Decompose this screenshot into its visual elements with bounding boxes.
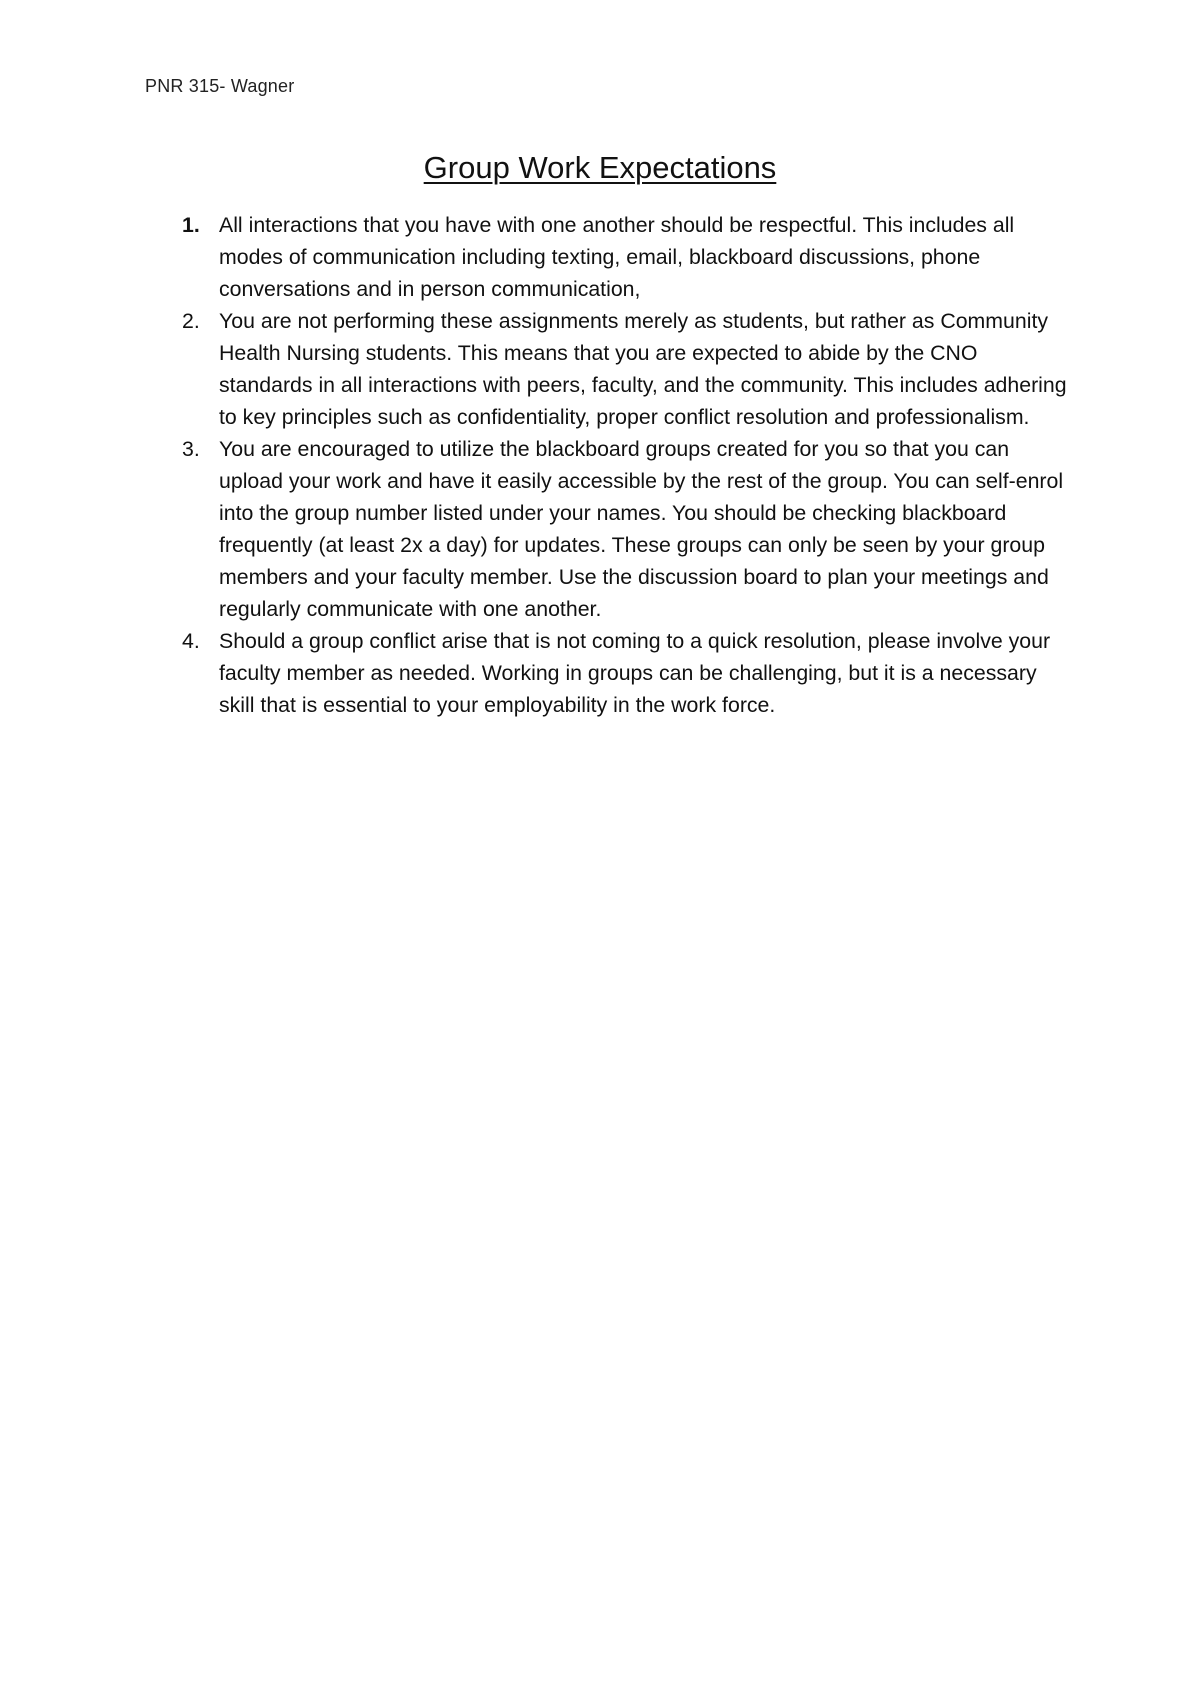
list-item-text: All interactions that you have with one another should be respectful. This includes all modes of communication including texting, email, blackboard discussions, phone conversations and in person communication, [219, 213, 1015, 301]
list-item-number: 2. [182, 309, 200, 333]
page-title: Group Work Expectations [423, 150, 777, 185]
list-item [182, 305, 1067, 433]
course-header: PNR 315- Wagner [145, 76, 295, 96]
list-item [182, 433, 1067, 625]
list-item [182, 209, 1067, 305]
list-item-text: You are encouraged to utilize the blackboard groups created for you so that you can upload your work and have it easily accessible by the rest of the group. You can self-enrol into the group number listed under your names. You should be checking blackboard frequently (at least 2x a day) for updates. These groups can only be seen by your group members and your faculty member. Use the discussion board to plan your meetings and regularly communicate with one another. [219, 437, 1064, 621]
list-item-number: 4. [182, 629, 200, 653]
list-item-text: Should a group conflict arise that is not coming to a quick resolution, please involve your faculty member as needed. Working in groups can be challenging, but it is a necessary skill that is essential to your employability in the work force. [219, 629, 1051, 717]
list-item-text: You are not performing these assignments merely as students, but rather as Community Health Nursing students. This means that you are expected to abide by the CNO standards in all interactions with peers, faculty, and the community. This includes adhering to key principles such as confidentiality, proper conflict resolution and professionalism. [219, 309, 1067, 429]
list-item-number: 3. [182, 437, 200, 461]
list-item [182, 625, 1067, 721]
list-item-number: 1. [182, 213, 200, 237]
expectations-list [182, 209, 1067, 721]
